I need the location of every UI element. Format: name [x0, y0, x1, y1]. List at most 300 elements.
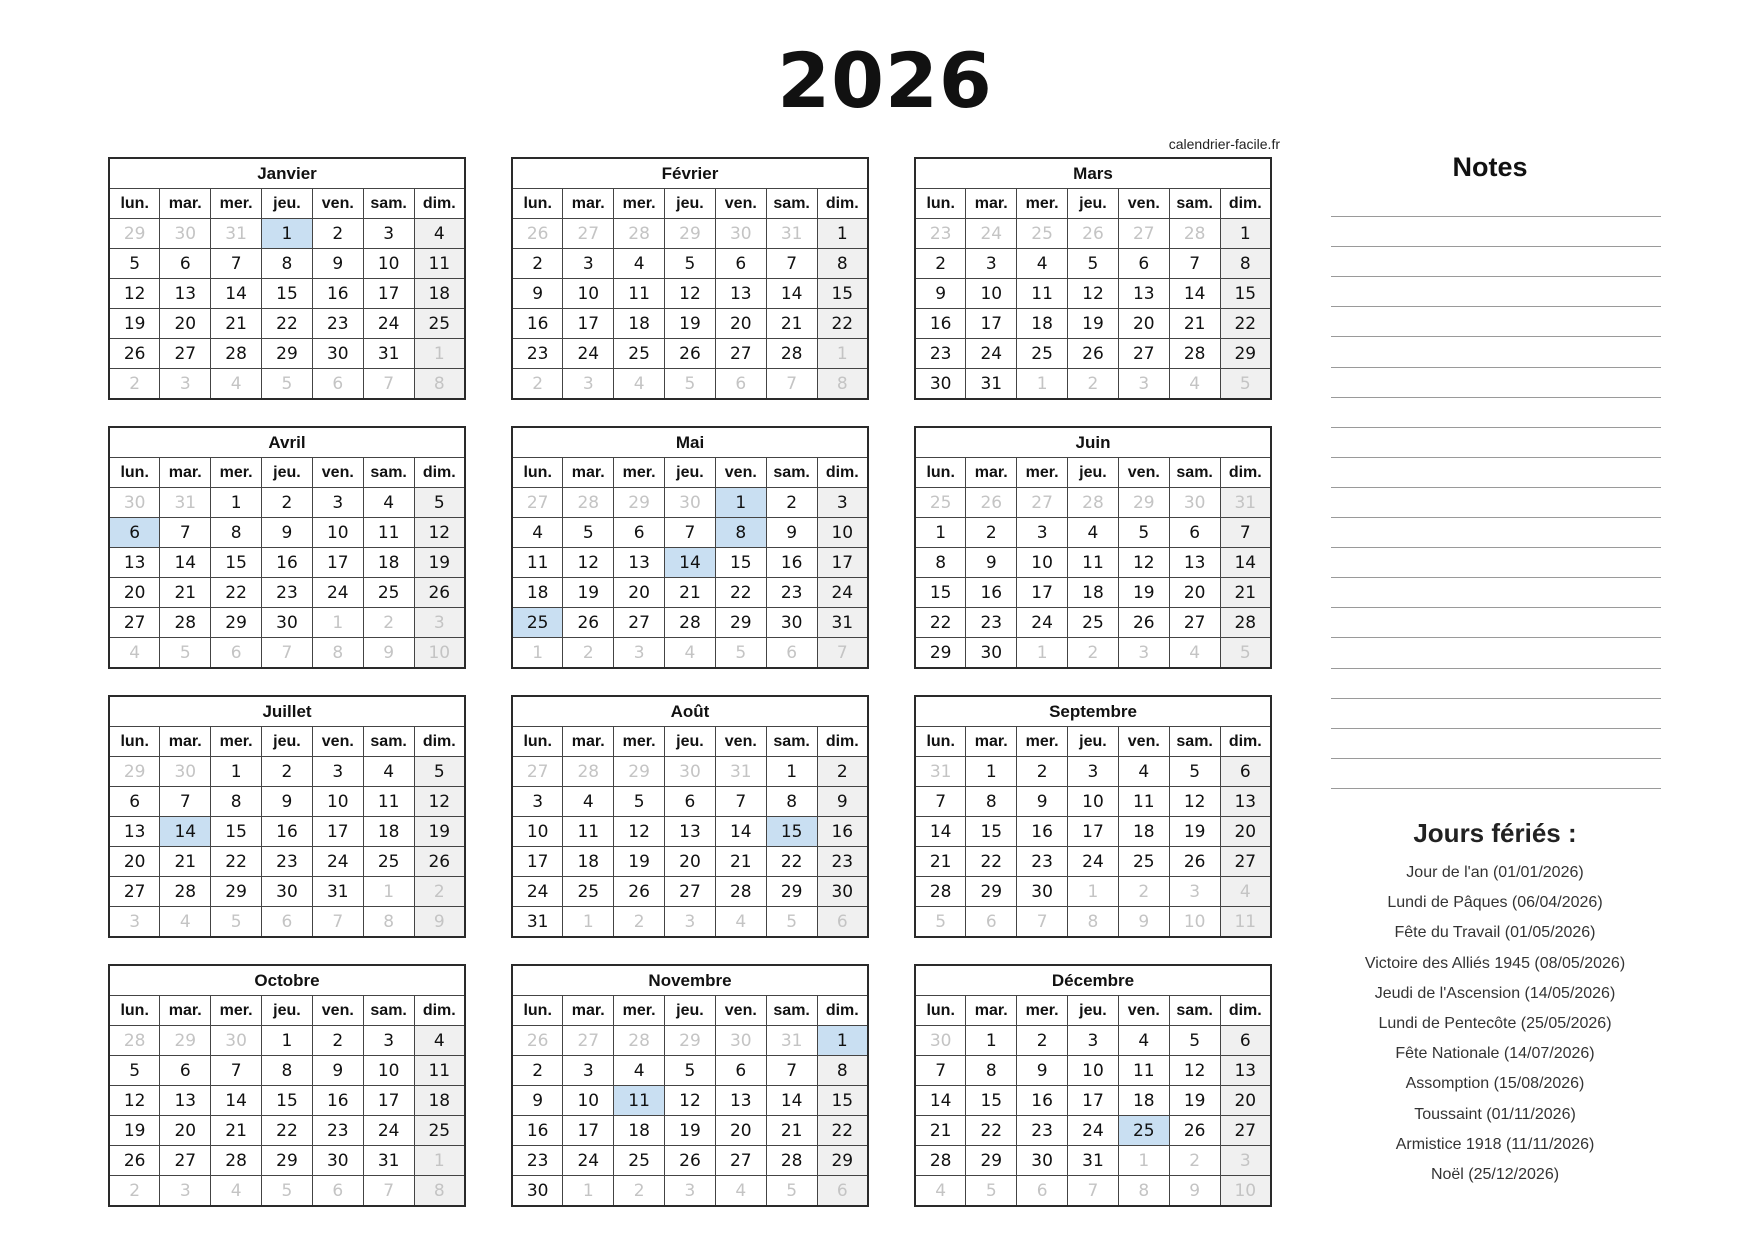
- day-cell: 18: [1118, 1086, 1169, 1116]
- day-cell: 30: [915, 369, 966, 400]
- holiday-item: Victoire des Alliés 1945 (08/05/2026): [1364, 954, 1626, 972]
- weekday-header: mar.: [160, 996, 211, 1026]
- day-cell: 6: [1220, 1026, 1271, 1056]
- day-cell: 23: [966, 608, 1017, 638]
- week-row: [915, 339, 1271, 369]
- weekday-header: jeu.: [665, 189, 716, 219]
- day-cell: 1: [766, 757, 817, 787]
- week-row: [512, 1026, 868, 1056]
- day-cell: 26: [109, 1146, 160, 1176]
- day-cell: 4: [1118, 1026, 1169, 1056]
- weekday-header: jeu.: [665, 458, 716, 488]
- day-cell: 26: [512, 1026, 563, 1056]
- day-cell: 11: [1118, 787, 1169, 817]
- day-cell: 17: [817, 548, 868, 578]
- day-cell: 6: [614, 518, 665, 548]
- week-row: [109, 339, 465, 369]
- day-cell: 23: [1017, 1116, 1068, 1146]
- note-line: [1331, 577, 1661, 578]
- day-cell: 22: [817, 1116, 868, 1146]
- day-cell: 21: [915, 847, 966, 877]
- weekday-header: dim.: [414, 189, 465, 219]
- weekday-header: mer.: [1017, 458, 1068, 488]
- holidays-title: Jours fériés :: [1413, 818, 1577, 848]
- day-cell: 7: [1017, 907, 1068, 938]
- day-cell: 8: [1118, 1176, 1169, 1207]
- day-cell: 7: [160, 518, 211, 548]
- day-cell: 23: [1017, 847, 1068, 877]
- month-name: Décembre: [915, 965, 1271, 996]
- day-cell: 22: [715, 578, 766, 608]
- day-cell: 14: [915, 1086, 966, 1116]
- day-cell: 1: [414, 1146, 465, 1176]
- weekday-header: mar.: [563, 189, 614, 219]
- day-cell: 8: [363, 907, 414, 938]
- day-cell: 3: [665, 1176, 716, 1207]
- weekday-header: mer.: [211, 727, 262, 757]
- day-cell: 5: [414, 757, 465, 787]
- day-cell: 14: [1169, 279, 1220, 309]
- week-row: [109, 608, 465, 638]
- day-cell: 8: [211, 787, 262, 817]
- weekday-header: mer.: [614, 727, 665, 757]
- day-cell: 6: [817, 1176, 868, 1207]
- day-cell: 23: [262, 578, 313, 608]
- day-cell: 28: [160, 608, 211, 638]
- note-line: [1331, 246, 1661, 247]
- day-cell: 1: [817, 339, 868, 369]
- day-cell: 1: [211, 757, 262, 787]
- weekday-header: mar.: [563, 727, 614, 757]
- day-cell: 26: [563, 608, 614, 638]
- weekday-header: jeu.: [1068, 727, 1119, 757]
- day-cell: 2: [1017, 1026, 1068, 1056]
- day-cell: 5: [665, 369, 716, 400]
- day-cell: 30: [715, 1026, 766, 1056]
- month-4: [511, 426, 869, 669]
- day-cell: 1: [1017, 638, 1068, 669]
- day-cell: 27: [715, 1146, 766, 1176]
- day-cell: 9: [512, 279, 563, 309]
- day-cell: 4: [614, 1056, 665, 1086]
- day-cell: 31: [363, 1146, 414, 1176]
- weekday-header: jeu.: [1068, 458, 1119, 488]
- day-cell: 28: [1169, 219, 1220, 249]
- weekday-header: ven.: [1118, 458, 1169, 488]
- month-11: [914, 964, 1272, 1207]
- week-row: [109, 877, 465, 907]
- day-cell: 7: [915, 1056, 966, 1086]
- day-cell: 4: [915, 1176, 966, 1207]
- day-cell: 17: [563, 309, 614, 339]
- holiday-day-cell: 1: [262, 219, 313, 249]
- week-row: [915, 1116, 1271, 1146]
- week-row: [915, 369, 1271, 400]
- week-row: [512, 787, 868, 817]
- day-cell: 4: [715, 907, 766, 938]
- day-cell: 31: [363, 339, 414, 369]
- note-line: [1331, 607, 1661, 608]
- day-cell: 3: [563, 1056, 614, 1086]
- day-cell: 4: [1017, 249, 1068, 279]
- day-cell: 9: [1169, 1176, 1220, 1207]
- day-cell: 10: [512, 817, 563, 847]
- day-cell: 15: [1220, 279, 1271, 309]
- day-cell: 10: [363, 1056, 414, 1086]
- day-cell: 29: [614, 757, 665, 787]
- week-row: [109, 1086, 465, 1116]
- day-cell: 2: [966, 518, 1017, 548]
- month-name: Janvier: [109, 158, 465, 189]
- day-cell: 25: [1118, 847, 1169, 877]
- day-cell: 3: [1017, 518, 1068, 548]
- day-cell: 30: [262, 877, 313, 907]
- day-cell: 1: [262, 1026, 313, 1056]
- week-row: [915, 877, 1271, 907]
- week-row: [915, 279, 1271, 309]
- day-cell: 30: [1017, 877, 1068, 907]
- day-cell: 5: [160, 638, 211, 669]
- day-cell: 24: [817, 578, 868, 608]
- day-cell: 1: [1068, 877, 1119, 907]
- day-cell: 21: [1220, 578, 1271, 608]
- weekday-header: sam.: [363, 996, 414, 1026]
- day-cell: 1: [1017, 369, 1068, 400]
- day-cell: 4: [363, 757, 414, 787]
- day-cell: 27: [563, 1026, 614, 1056]
- day-cell: 27: [715, 339, 766, 369]
- day-cell: 29: [966, 1146, 1017, 1176]
- day-cell: 2: [512, 1056, 563, 1086]
- day-cell: 7: [1068, 1176, 1119, 1207]
- day-cell: 17: [363, 1086, 414, 1116]
- month-9: [108, 964, 466, 1207]
- day-cell: 14: [1220, 548, 1271, 578]
- weekday-header: lun.: [915, 458, 966, 488]
- month-10: [511, 964, 869, 1207]
- holiday-day-cell: 15: [766, 817, 817, 847]
- day-cell: 13: [715, 1086, 766, 1116]
- day-cell: 31: [715, 757, 766, 787]
- week-row: [109, 1026, 465, 1056]
- day-cell: 9: [414, 907, 465, 938]
- day-cell: 29: [966, 877, 1017, 907]
- day-cell: 8: [262, 249, 313, 279]
- day-cell: 15: [966, 1086, 1017, 1116]
- week-row: [915, 608, 1271, 638]
- day-cell: 10: [363, 249, 414, 279]
- day-cell: 2: [563, 638, 614, 669]
- day-cell: 26: [1169, 847, 1220, 877]
- day-cell: 28: [109, 1026, 160, 1056]
- day-cell: 15: [915, 578, 966, 608]
- weekday-header: dim.: [414, 996, 465, 1026]
- day-cell: 19: [109, 309, 160, 339]
- day-cell: 29: [262, 339, 313, 369]
- weekday-header: mar.: [966, 189, 1017, 219]
- day-cell: 21: [160, 578, 211, 608]
- day-cell: 11: [563, 817, 614, 847]
- day-cell: 29: [817, 1146, 868, 1176]
- day-cell: 10: [563, 1086, 614, 1116]
- day-cell: 28: [211, 339, 262, 369]
- day-cell: 25: [1017, 219, 1068, 249]
- day-cell: 2: [817, 757, 868, 787]
- day-cell: 29: [262, 1146, 313, 1176]
- week-row: [915, 309, 1271, 339]
- weekday-header: mer.: [614, 996, 665, 1026]
- day-cell: 17: [512, 847, 563, 877]
- day-cell: 5: [1220, 369, 1271, 400]
- day-cell: 14: [766, 1086, 817, 1116]
- day-cell: 5: [563, 518, 614, 548]
- day-cell: 3: [817, 488, 868, 518]
- day-cell: 30: [665, 488, 716, 518]
- day-cell: 30: [109, 488, 160, 518]
- day-cell: 1: [817, 219, 868, 249]
- weekday-header: lun.: [915, 189, 966, 219]
- week-row: [915, 907, 1271, 938]
- day-cell: 24: [363, 309, 414, 339]
- day-cell: 5: [665, 249, 716, 279]
- week-row: [109, 847, 465, 877]
- day-cell: 2: [1017, 757, 1068, 787]
- day-cell: 9: [1017, 1056, 1068, 1086]
- day-cell: 6: [817, 907, 868, 938]
- day-cell: 24: [563, 1146, 614, 1176]
- day-cell: 17: [312, 548, 363, 578]
- day-cell: 3: [363, 1026, 414, 1056]
- day-cell: 8: [817, 249, 868, 279]
- weekday-header: sam.: [363, 458, 414, 488]
- day-cell: 27: [512, 757, 563, 787]
- day-cell: 25: [414, 1116, 465, 1146]
- day-cell: 21: [766, 309, 817, 339]
- day-cell: 3: [966, 249, 1017, 279]
- day-cell: 7: [715, 787, 766, 817]
- weekday-header: mer.: [614, 189, 665, 219]
- day-cell: 8: [966, 787, 1017, 817]
- weekday-header: dim.: [817, 727, 868, 757]
- day-cell: 5: [1220, 638, 1271, 669]
- month-name: Août: [512, 696, 868, 727]
- weekday-header: mer.: [1017, 727, 1068, 757]
- day-cell: 8: [1068, 907, 1119, 938]
- day-cell: 21: [211, 309, 262, 339]
- day-cell: 18: [614, 309, 665, 339]
- day-cell: 18: [1068, 578, 1119, 608]
- holiday-item: Lundi de Pentecôte (25/05/2026): [1378, 1014, 1612, 1032]
- weekday-header: lun.: [512, 996, 563, 1026]
- month-name: Mai: [512, 427, 868, 458]
- day-cell: 16: [1017, 1086, 1068, 1116]
- day-cell: 27: [160, 1146, 211, 1176]
- week-row: [109, 488, 465, 518]
- weekday-header: mer.: [614, 458, 665, 488]
- weekday-header: dim.: [1220, 189, 1271, 219]
- day-cell: 8: [915, 548, 966, 578]
- week-row: [512, 488, 868, 518]
- day-cell: 18: [414, 279, 465, 309]
- day-cell: 2: [363, 608, 414, 638]
- week-row: [512, 907, 868, 938]
- day-cell: 19: [563, 578, 614, 608]
- day-cell: 1: [211, 488, 262, 518]
- day-cell: 15: [262, 279, 313, 309]
- day-cell: 24: [1068, 847, 1119, 877]
- day-cell: 27: [614, 608, 665, 638]
- holiday-day-cell: 14: [665, 548, 716, 578]
- day-cell: 3: [312, 757, 363, 787]
- day-cell: 19: [1118, 578, 1169, 608]
- holiday-item: Armistice 1918 (11/11/2026): [1395, 1135, 1595, 1153]
- day-cell: 13: [1169, 548, 1220, 578]
- day-cell: 15: [966, 817, 1017, 847]
- week-row: [512, 249, 868, 279]
- weekday-header: lun.: [915, 996, 966, 1026]
- day-cell: 18: [1118, 817, 1169, 847]
- day-cell: 12: [665, 279, 716, 309]
- day-cell: 25: [614, 1146, 665, 1176]
- month-0: [108, 157, 466, 400]
- day-cell: 16: [512, 309, 563, 339]
- day-cell: 20: [109, 578, 160, 608]
- weekday-header: ven.: [312, 189, 363, 219]
- note-line: [1331, 216, 1661, 217]
- day-cell: 25: [1068, 608, 1119, 638]
- weekday-header: lun.: [915, 727, 966, 757]
- day-cell: 26: [1169, 1116, 1220, 1146]
- day-cell: 26: [665, 1146, 716, 1176]
- week-row: [512, 1086, 868, 1116]
- day-cell: 23: [262, 847, 313, 877]
- week-row: [512, 518, 868, 548]
- weekday-header: dim.: [414, 727, 465, 757]
- week-row: [109, 219, 465, 249]
- day-cell: 16: [915, 309, 966, 339]
- week-row: [109, 309, 465, 339]
- note-line: [1331, 637, 1661, 638]
- day-cell: 1: [915, 518, 966, 548]
- day-cell: 20: [160, 1116, 211, 1146]
- day-cell: 13: [109, 548, 160, 578]
- day-cell: 19: [1068, 309, 1119, 339]
- week-row: [915, 1086, 1271, 1116]
- day-cell: 2: [512, 369, 563, 400]
- weekday-header: sam.: [1169, 727, 1220, 757]
- day-cell: 7: [817, 638, 868, 669]
- day-cell: 30: [262, 608, 313, 638]
- day-cell: 12: [414, 787, 465, 817]
- day-cell: 16: [512, 1116, 563, 1146]
- month-name: Mars: [915, 158, 1271, 189]
- day-cell: 11: [614, 279, 665, 309]
- day-cell: 23: [817, 847, 868, 877]
- day-cell: 5: [211, 907, 262, 938]
- month-8: [914, 695, 1272, 938]
- day-cell: 12: [1118, 548, 1169, 578]
- day-cell: 11: [363, 518, 414, 548]
- day-cell: 5: [766, 1176, 817, 1207]
- day-cell: 2: [414, 877, 465, 907]
- day-cell: 6: [1118, 249, 1169, 279]
- day-cell: 3: [109, 907, 160, 938]
- day-cell: 19: [1169, 1086, 1220, 1116]
- day-cell: 8: [414, 369, 465, 400]
- day-cell: 1: [563, 1176, 614, 1207]
- day-cell: 2: [109, 369, 160, 400]
- day-cell: 22: [915, 608, 966, 638]
- week-row: [109, 817, 465, 847]
- day-cell: 3: [160, 369, 211, 400]
- day-cell: 3: [363, 219, 414, 249]
- day-cell: 14: [915, 817, 966, 847]
- week-row: [915, 638, 1271, 669]
- day-cell: 9: [1017, 787, 1068, 817]
- weekday-header: mar.: [160, 189, 211, 219]
- day-cell: 13: [1220, 787, 1271, 817]
- day-cell: 1: [563, 907, 614, 938]
- day-cell: 7: [665, 518, 716, 548]
- day-cell: 31: [1220, 488, 1271, 518]
- day-cell: 26: [1068, 339, 1119, 369]
- day-cell: 28: [614, 219, 665, 249]
- note-line: [1331, 788, 1661, 789]
- day-cell: 10: [1068, 787, 1119, 817]
- day-cell: 29: [915, 638, 966, 669]
- day-cell: 18: [563, 847, 614, 877]
- day-cell: 24: [512, 877, 563, 907]
- day-cell: 22: [262, 309, 313, 339]
- week-row: [915, 219, 1271, 249]
- day-cell: 9: [966, 548, 1017, 578]
- holidays-list: [1330, 858, 1660, 1190]
- day-cell: 4: [563, 787, 614, 817]
- day-cell: 6: [665, 787, 716, 817]
- day-cell: 18: [363, 548, 414, 578]
- weekday-header: ven.: [312, 458, 363, 488]
- day-cell: 2: [262, 488, 313, 518]
- week-row: [915, 787, 1271, 817]
- day-cell: 28: [715, 877, 766, 907]
- day-cell: 30: [1169, 488, 1220, 518]
- day-cell: 31: [1068, 1146, 1119, 1176]
- day-cell: 14: [715, 817, 766, 847]
- day-cell: 30: [312, 1146, 363, 1176]
- note-line: [1331, 367, 1661, 368]
- day-cell: 2: [1068, 369, 1119, 400]
- day-cell: 29: [211, 608, 262, 638]
- day-cell: 2: [614, 907, 665, 938]
- day-cell: 22: [817, 309, 868, 339]
- day-cell: 2: [766, 488, 817, 518]
- day-cell: 8: [211, 518, 262, 548]
- week-row: [109, 1146, 465, 1176]
- week-row: [109, 369, 465, 400]
- holiday-item: Fête Nationale (14/07/2026): [1395, 1045, 1595, 1063]
- year-title: 2026: [777, 36, 993, 125]
- note-line: [1331, 306, 1661, 307]
- day-cell: 2: [1068, 638, 1119, 669]
- day-cell: 20: [1220, 1086, 1271, 1116]
- day-cell: 22: [966, 1116, 1017, 1146]
- weekday-header: jeu.: [262, 189, 313, 219]
- day-cell: 19: [665, 309, 716, 339]
- weekday-header: ven.: [715, 727, 766, 757]
- day-cell: 22: [262, 1116, 313, 1146]
- day-cell: 27: [563, 219, 614, 249]
- day-cell: 14: [160, 548, 211, 578]
